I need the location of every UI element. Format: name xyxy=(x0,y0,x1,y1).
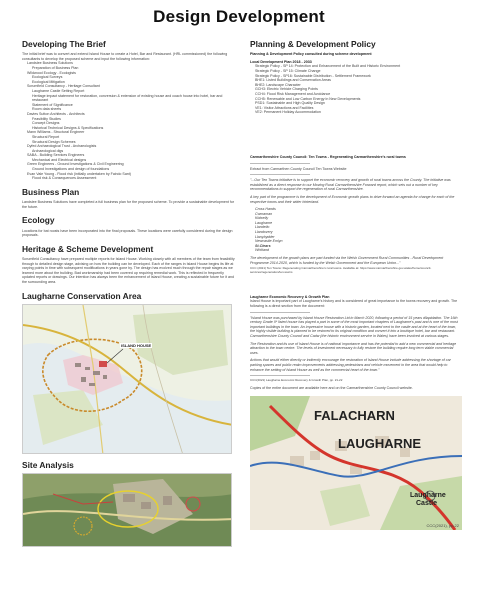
recovery-heading: Laugharne Economic Recovery & Growth Plan xyxy=(250,294,330,299)
policy-item: BHE1: Listed Buildings and Conservation Areas xyxy=(255,78,331,83)
ten-towns-para2: A key part of the programme is the development of Economic growth plans to drive forward an agenda for change for each of the respective towns and their wider hinterland. xyxy=(250,194,455,204)
ten-towns-quote: "...Our Ten Towns initiative is to support the economic recovery and growth of rural towns across the County. The initiative was established as a direct response to our Moving Rural Carmarthenshire Forward report, which sets out a number of key recommendations to support the regeneration of rural Carmarthenshire. xyxy=(250,178,451,192)
town-item: St.Clears xyxy=(255,243,271,248)
planning-heading: Planning & Development Policy xyxy=(250,40,376,49)
policy-item: VE1: Visitor Attractions and Facilities xyxy=(255,105,314,110)
policy-item: GCH3: Electric Vehicle Charging Points xyxy=(255,87,318,92)
town-item: Llandovery xyxy=(255,230,273,235)
consultant-role: Feasibility Studies xyxy=(32,116,61,121)
consultant-name: Scrumfield Consultancy - Heritage Consultant xyxy=(27,84,100,89)
consultant-role: Preparation of Business Plan xyxy=(32,66,79,71)
consultant-name: Wildwood Ecology - Ecologists xyxy=(27,70,76,75)
laugharne-growth-plan-figure xyxy=(250,396,462,530)
conservation-heading: Laugharne Conservation Area xyxy=(22,290,142,301)
heritage-heading: Heritage & Scheme Development xyxy=(22,243,154,254)
brief-heading: Developing The Brief xyxy=(22,40,106,49)
town-item: Whitland xyxy=(255,248,269,253)
page-title: Design Development xyxy=(153,7,325,26)
divider xyxy=(250,312,310,313)
consultant-name: Evan Vale Young - Flood risk (initially undertaken by Fairclo Sant) xyxy=(27,171,132,176)
consultant-role: Ecological Surveys xyxy=(32,75,63,80)
consultant-role: Concept Designs xyxy=(32,121,60,126)
divider xyxy=(250,163,310,164)
consultant-name: Dyfed Archaeological Trust - Archaeologists xyxy=(27,144,97,149)
consultant-role: Archaeological digs xyxy=(32,148,64,153)
town-item: Llanybydder xyxy=(255,234,275,239)
policy-item: Strategic Policy - SP16: Sustainable Distribution - Settlement Framework xyxy=(255,73,371,78)
consultant-role: Statement of Significance xyxy=(32,102,73,107)
town-item: Newcastle Emlyn xyxy=(255,239,283,244)
ecology-heading: Ecology xyxy=(22,215,55,226)
consultant-role: Structural Design Schemes xyxy=(32,139,76,144)
consultant-role: Flood risk & Consequences Assessment xyxy=(32,176,97,181)
town-item: Cwmaman xyxy=(255,211,273,216)
consultant-role: Mechanical and Electrical designs xyxy=(32,157,87,162)
consultant-role: Historical Technical Designs & Specifications xyxy=(32,125,104,130)
town-item: Llandeilo xyxy=(255,225,270,230)
ldp-title: Local Development Plan 2018 - 2033 xyxy=(250,59,312,64)
recovery-quote-2: The Restoration and its use of Island House is of national importance and has the potential to add a new commercial and heritage attraction to the town centre. The levels of investment necessary to fully restore the building require long term viable commercial uses. xyxy=(250,341,457,355)
consultant-role: Heritage impact statement for restoration, conversion & extension of existing house and coach house into hotel, bar and restaurant xyxy=(32,93,223,103)
business-heading: Business Plan xyxy=(22,186,80,197)
recovery-source: CCC(2021) Laugharne Economic Recovery & Growth Plan, pp. 21-22 xyxy=(250,378,343,383)
planning-intro: Planning & Development Policy consulted during scheme development xyxy=(250,52,372,57)
site-analysis-image xyxy=(22,473,232,547)
consultant-name: SABA - Building Services Engineers xyxy=(27,153,85,158)
brief-intro: The initial brief was to convert and extend Island House to create a Hotel, Bar and Restaurant. (HRL commissioned) the following consultants to develop the proposed scheme and input the following information: xyxy=(22,52,228,61)
consultant-role: Room data sheets xyxy=(32,107,62,112)
policy-list xyxy=(250,64,462,115)
site-analysis-heading: Site Analysis xyxy=(22,459,74,470)
consultant-name: Green Engineers - Ground Investigations & Civil Engineering xyxy=(27,162,124,167)
recovery-intro: Island House is important part of Laugharne's history and is considered of great importance to the towns recovery and growth. The following is a direct section from the document: xyxy=(250,299,458,309)
town-item: Cross Hands xyxy=(255,207,276,212)
policy-item: CCH5: Renewable and Low Carbon Energy in New Developments xyxy=(255,96,361,101)
policy-item: VE2: Permanent Holiday Accommodation xyxy=(255,110,321,115)
town-list xyxy=(250,207,462,253)
divider xyxy=(250,174,310,175)
town-item: Laugharne xyxy=(255,220,273,225)
laugharne-label: LAUGHARNE xyxy=(338,435,422,451)
consultant-role: Laugharne Castle Setting Report xyxy=(32,88,85,93)
ten-towns-source: CCC (2021) Ten Towns: Regenerating Carmarthenshire's rural towns. Available at: https://www.carmarthenshire.gov.wales/home/council-services/regeneration/ten-towns xyxy=(250,266,432,275)
left-column xyxy=(22,40,236,585)
town-item: Kidwelly xyxy=(255,216,269,221)
consultant-name: Landslee Business Solutions xyxy=(27,61,73,66)
business-body: Landslee Business Solutions have completed a full business plan for the proposed scheme. To provide a sustainable development for the future. xyxy=(22,200,235,209)
island-house-map-label: ISLAND HOUSE xyxy=(121,342,152,348)
policy-item: Strategic Policy - SP 14: Protection and Enhancement of the Built and Historic Environment xyxy=(255,64,401,69)
recovery-copies: Copies of the entire document are available here and on the Carmarthenshire County Council website. xyxy=(250,385,413,390)
consultant-role: Structural Report xyxy=(32,134,60,139)
consultant-name: Mann Williams - Structural Engineer xyxy=(27,130,85,135)
policy-item: BHE2: Landscape Character xyxy=(255,82,301,87)
consultant-list xyxy=(22,61,236,180)
ten-towns-para3: The development of the growth plans are part funded via the Welsh Government Rural Communities - Rural Development Programme 2014-2020, which is funded by the Welsh Government and the European Union..." xyxy=(250,256,444,265)
castle-label-1: Laugharne xyxy=(410,491,446,499)
recovery-quote-1: "Island House was purchased by Island House Restoration Ltd in March 2020, following a period of 15 years dilapidation. The 16th century Grade II* listed house has played a part in some of the most important chapters of Laugharne's past and is one of the most important buildings in the town. An impressive house with a historic garden, located next to the castle and at the heart of the town, the highly visible building is planned to be restored to its original condition and convert it into a boutique hotel, bar and restaurant. Carmarthenshire County Council and Cadw (the historic environment service in Wales) have been involved at various stages. xyxy=(250,315,458,338)
conservation-area-map xyxy=(22,304,232,454)
falacharn-label: FALACHARN xyxy=(314,407,395,423)
ten-towns-heading: Carmarthenshire County Council: Ten Towns - Regenerating Carmarthenshire's rural towns xyxy=(250,154,406,159)
recovery-quote-3: Actions that would either directly or indirectly encourage the restoration of Island House include addressing the shortage of car parking spaces and public realm improvements addressing pedestrians and vehicle movement in the area that would help to enhance the setting of Island House as well as the commercial heart of the town." xyxy=(250,358,451,372)
castle-label-2: Castle xyxy=(416,499,438,507)
consultant-role: Ground Investigations and design of foundations xyxy=(32,167,110,172)
figure-caption: CCC(2021), pp.22 xyxy=(426,522,459,528)
divider xyxy=(250,375,310,376)
policy-item: Strategic Policy - SP 15: Climate Change xyxy=(255,69,321,74)
policy-item: PSD1: Sustainable and High Quality Design xyxy=(255,101,325,106)
policy-item: CCH4: Flood Risk Management and Avoidance xyxy=(255,91,331,96)
consultant-role: Ecological Mitigation xyxy=(32,79,65,84)
right-column xyxy=(250,40,462,585)
consultant-name: Davies Sutton Architects - Architects xyxy=(27,111,85,116)
site-analysis-graphic xyxy=(23,474,232,547)
conservation-map-graphic xyxy=(23,305,232,454)
ten-towns-extract: Extract from Carmarthen County Council Ten Towns Website xyxy=(250,166,347,171)
heritage-body: Scrumfield Consultancy have prepared multiple reports for Island House. Working closely with all members of the team from feasibility through to detailed design stage, advising on how the building can be developed. Each of the ranges in Island House begins its life at varying points in time with subsequent modifications in years gone by. The design has evolved much through the repair stages as we learned more about the building. Bad workmanship had been covered up requiring remedial work. This is reflected in frequently updated reports or drawings. Our intention has always been the enhancement of Island House, creating a sustainable future for it and the surrounding area. xyxy=(22,256,235,284)
ecology-body: Locations for bat roosts have been incorporated into the final proposals. These locations were carefully considered during the design proposals. xyxy=(22,228,233,238)
